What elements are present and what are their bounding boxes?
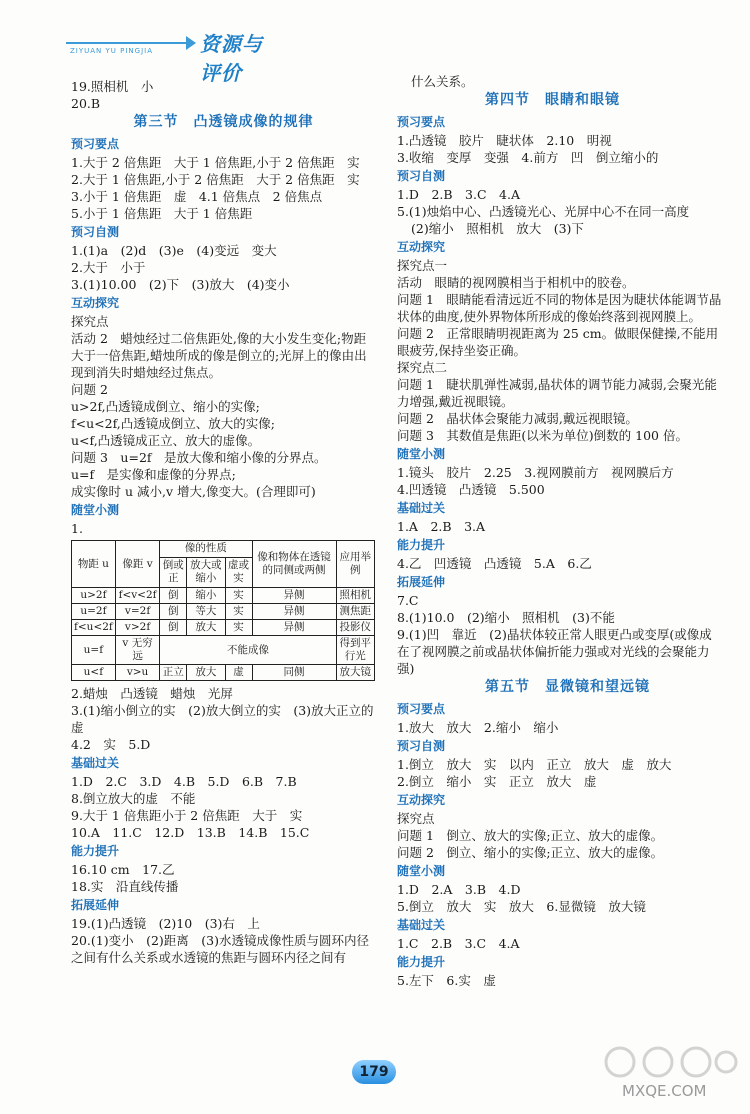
answer-line: 问题 2 晶状体会聚能力减弱,戴远视眼镜。: [397, 411, 638, 426]
subsection-label: 预习要点: [397, 115, 446, 129]
subsection-label: 拓展延伸: [71, 898, 120, 912]
answer-line: 7.C: [397, 593, 419, 608]
answer-line: 2.大于 1 倍焦距,小于 2 倍焦距 大于 2 倍焦距 实: [71, 172, 360, 187]
answer-line: 2.蜡烛 凸透镜 蜡烛 光屏: [71, 686, 233, 701]
table-cell: 缩小: [187, 588, 225, 604]
section-title: 第三节 凸透镜成像的规律: [133, 114, 314, 130]
table-header: 放大或缩小: [187, 557, 225, 587]
answer-line: 问题 3 其数值是焦距(以米为单位)倒数的 100 倍。: [397, 428, 688, 443]
table-cell: 异侧: [252, 588, 336, 604]
table-cell: 倒: [160, 620, 187, 636]
answer-paragraph: 9.(1)凹 靠近 (2)晶状体较正常人眼更凸或变厚(或像成在了视网膜之前或晶状体偏折能力强或对光线的会聚能力强): [397, 627, 712, 676]
table-cell: 等大: [187, 604, 225, 620]
table-row: [72, 604, 375, 620]
table-row: [72, 588, 375, 604]
table-cell: 虚: [225, 665, 252, 681]
section-title: 第四节 眼睛和眼镜: [485, 92, 620, 108]
table-cell: 实: [225, 604, 252, 620]
subsection-label: 预习要点: [71, 137, 120, 151]
answer-line: 19.(1)凸透镜 (2)10 (3)右 上: [71, 916, 260, 931]
subsection-label: 能力提升: [397, 538, 446, 552]
subsection-label: 预习自测: [397, 169, 446, 183]
table-header: 应用举例: [336, 541, 374, 588]
table-cell: v 无穷远: [115, 636, 160, 665]
table-cell: 倒: [160, 604, 187, 620]
table-header: 像的性质: [160, 541, 252, 558]
lens-imaging-table: [71, 540, 375, 681]
answer-line: 1.(1)a (2)d (3)e (4)变远 变大: [71, 243, 277, 258]
page-number: 179: [352, 1060, 396, 1084]
answer-line: 5.倒立 放大 实 放大 6.显微镜 放大镜: [397, 899, 646, 914]
subsection-label: 互动探究: [397, 793, 446, 807]
answer-line: 8.倒立放大的虚 不能: [71, 791, 196, 806]
subsection-label: 基础过关: [397, 501, 446, 515]
table-cell: 异侧: [252, 604, 336, 620]
table-cell: 放大镜: [336, 665, 374, 681]
answer-line: 4.乙 凹透镜 凸透镜 5.A 6.乙: [397, 556, 592, 571]
table-cell: 实: [225, 620, 252, 636]
answer-line: 8.(1)10.0 (2)缩小 照相机 (3)不能: [397, 610, 615, 625]
answer-line: 探究点一: [397, 258, 448, 273]
answer-line: 探究点: [397, 811, 435, 826]
answer-line: 成实像时 u 减小,v 增大,像变大。(合理即可): [71, 484, 316, 499]
table-header: 像和物体在透镜的同侧或两侧: [252, 541, 336, 588]
subsection-label: 预习要点: [397, 702, 446, 716]
answer-line: 10.A 11.C 12.D 13.B 14.B 15.C: [71, 825, 310, 840]
answer-line: 9.大于 1 倍焦距小于 2 倍焦距 大于 实: [71, 808, 303, 823]
table-cell: 得到平行光: [336, 636, 374, 665]
answer-line: 5.(1)烛焰中心、凸透镜光心、光屏中心不在同一高度: [397, 204, 690, 219]
subsection-label: 随堂小测: [397, 447, 446, 461]
table-row: [72, 636, 375, 665]
subsection-label: 预习自测: [71, 225, 120, 239]
answer-line: 1.: [71, 521, 83, 536]
answer-line: 问题 2 倒立、缩小的实像;正立、放大的虚像。: [397, 845, 664, 860]
subsection-label: 基础过关: [71, 756, 120, 770]
table-cell: 测焦距: [336, 604, 374, 620]
answer-line: 1.镜头 胶片 2.25 3.视网膜前方 视网膜后方: [397, 465, 674, 480]
answer-line: 1.倒立 放大 实 以内 正立 放大 虚 放大: [397, 757, 672, 772]
table-cell: f<v<2f: [115, 588, 160, 604]
answer-line: 2.大于 小于: [71, 260, 146, 275]
answer-line: 20.B: [71, 96, 101, 111]
table-row: [72, 620, 375, 636]
subsection-label: 预习自测: [397, 739, 446, 753]
answer-line: 问题 2: [71, 382, 108, 397]
table-header: 像距 v: [115, 541, 160, 588]
table-cell: 投影仪: [336, 620, 374, 636]
table-header: 虚或实: [225, 557, 252, 587]
answer-line: 1.D 2.B 3.C 4.A: [397, 187, 521, 202]
table-cell: f<u<2f: [72, 620, 116, 636]
table-cell: 照相机: [336, 588, 374, 604]
answer-line: 1.凸透镜 胶片 睫状体 2.10 明视: [397, 133, 612, 148]
answer-paragraph: 20.(1)变小 (2)距离 (3)水透镜成像性质与圆环内径之间有什么关系或水透镜的焦距与圆环内径之间有: [71, 933, 369, 965]
answer-line: 19.照相机 小: [71, 79, 154, 94]
table-cell: 不能成像: [160, 636, 336, 665]
answer-paragraph: 问题 2 正常眼睛明视距离为 25 cm。做眼保健操,不能用眼疲劳,保持坐姿正确。: [397, 326, 719, 358]
answer-line: 问题 1 倒立、放大的实像;正立、放大的虚像。: [397, 828, 664, 843]
subsection-label: 基础过关: [397, 918, 446, 932]
answer-line: 1.放大 放大 2.缩小 缩小: [397, 720, 559, 735]
answer-line: f<u<2f,凸透镜成倒立、放大的实像;: [71, 416, 275, 431]
answer-paragraph: 问题 1 睫状肌弹性减弱,晶状体的调节能力减弱,会聚光能力增强,戴近视眼镜。: [397, 377, 717, 409]
answer-line: 5.左下 6.实 虚: [397, 973, 496, 988]
answer-paragraph: 问题 1 眼睛能看清远近不同的物体是因为睫状体能调节晶状体的曲度,使外界物体所形成的像始终落到视网膜上。: [397, 292, 722, 324]
answer-line: u<f,凸透镜成正立、放大的虚像。: [71, 433, 261, 448]
section-title: 第五节 显微镜和望远镜: [485, 679, 650, 695]
table-cell: 同侧: [252, 665, 336, 681]
answer-line: 1.D 2.A 3.B 4.D: [397, 882, 521, 897]
answer-line: 活动 眼睛的视网膜相当于相机中的胶卷。: [397, 275, 635, 290]
table-cell: u=f: [72, 636, 116, 665]
header-arrow-icon: [186, 36, 196, 50]
subsection-label: 互动探究: [397, 240, 446, 254]
subsection-label: 拓展延伸: [397, 575, 446, 589]
answer-line: 4.凹透镜 凸透镜 5.500: [397, 482, 545, 497]
book-header: [66, 22, 266, 85]
table-cell: 放大: [187, 620, 225, 636]
table-row: [72, 665, 375, 681]
answer-line: 4.2 实 5.D: [71, 737, 151, 752]
answer-line: 探究点二: [397, 360, 448, 375]
watermark-text: MXQE.COM: [622, 1082, 707, 1100]
answer-line: 什么关系。: [411, 74, 474, 89]
answer-line: 3.(1)10.00 (2)下 (3)放大 (4)变小: [71, 277, 290, 292]
table-cell: u=2f: [72, 604, 116, 620]
answer-line: 3.收缩 变厚 变强 4.前方 凹 倒立缩小的: [397, 150, 659, 165]
table-header: 倒或正: [160, 557, 187, 587]
table-cell: 放大: [187, 665, 225, 681]
answer-line: 1.C 2.B 3.C 4.A: [397, 936, 520, 951]
subsection-label: 能力提升: [71, 844, 120, 858]
answer-line: 1.D 2.C 3.D 4.B 5.D 6.B 7.B: [71, 774, 297, 789]
table-cell: 倒: [160, 588, 187, 604]
table-cell: v>u: [115, 665, 160, 681]
subsection-label: 互动探究: [71, 296, 120, 310]
header-arrow-line: [66, 42, 192, 44]
answer-paragraph: 活动 2 蜡烛经过二倍焦距处,像的大小发生变化;物距大于一倍焦距,蜡烛所成的像是倒立的;光屏上的像由出现到消失时蜡烛经过焦点。: [71, 331, 367, 380]
table-cell: 异侧: [252, 620, 336, 636]
answer-line: u=f 是实像和虚像的分界点;: [71, 467, 236, 482]
header-subtitle: ZIYUAN YU PINGJIA: [70, 47, 153, 55]
answer-line: (2)缩小 照相机 放大 (3)下: [411, 221, 584, 236]
table-cell: 正立: [160, 665, 187, 681]
answer-line: 1.A 2.B 3.A: [397, 519, 486, 534]
table-header: 物距 u: [72, 541, 116, 588]
answer-line: u>2f,凸透镜成倒立、缩小的实像;: [71, 399, 260, 414]
subsection-label: 随堂小测: [397, 864, 446, 878]
table-cell: u<f: [72, 665, 116, 681]
table-cell: v=2f: [115, 604, 160, 620]
table-cell: 实: [225, 588, 252, 604]
table-cell: v>2f: [115, 620, 160, 636]
answer-line: 1.大于 2 倍焦距 大于 1 倍焦距,小于 2 倍焦距 实: [71, 155, 360, 170]
answer-line: 5.小于 1 倍焦距 大于 1 倍焦距: [71, 206, 253, 221]
right-column: [397, 73, 722, 989]
left-column: [71, 78, 376, 966]
answer-line: 问题 3 u=2f 是放大像和缩小像的分界点。: [71, 450, 327, 465]
subsection-label: 能力提升: [397, 955, 446, 969]
answer-line: 3.小于 1 倍焦距 虚 4.1 倍焦点 2 倍焦点: [71, 189, 323, 204]
table-cell: u>2f: [72, 588, 116, 604]
subsection-label: 随堂小测: [71, 503, 120, 517]
answer-paragraph: 3.(1)缩小倒立的实 (2)放大倒立的实 (3)放大正立的虚: [71, 703, 374, 735]
header-title: 资源与评价: [200, 32, 263, 85]
answer-line: 18.实 沿直线传播: [71, 879, 179, 894]
answer-line: 探究点: [71, 314, 109, 329]
answer-line: 16.10 cm 17.乙: [71, 862, 175, 877]
answer-line: 2.倒立 缩小 实 正立 放大 虚: [397, 774, 597, 789]
